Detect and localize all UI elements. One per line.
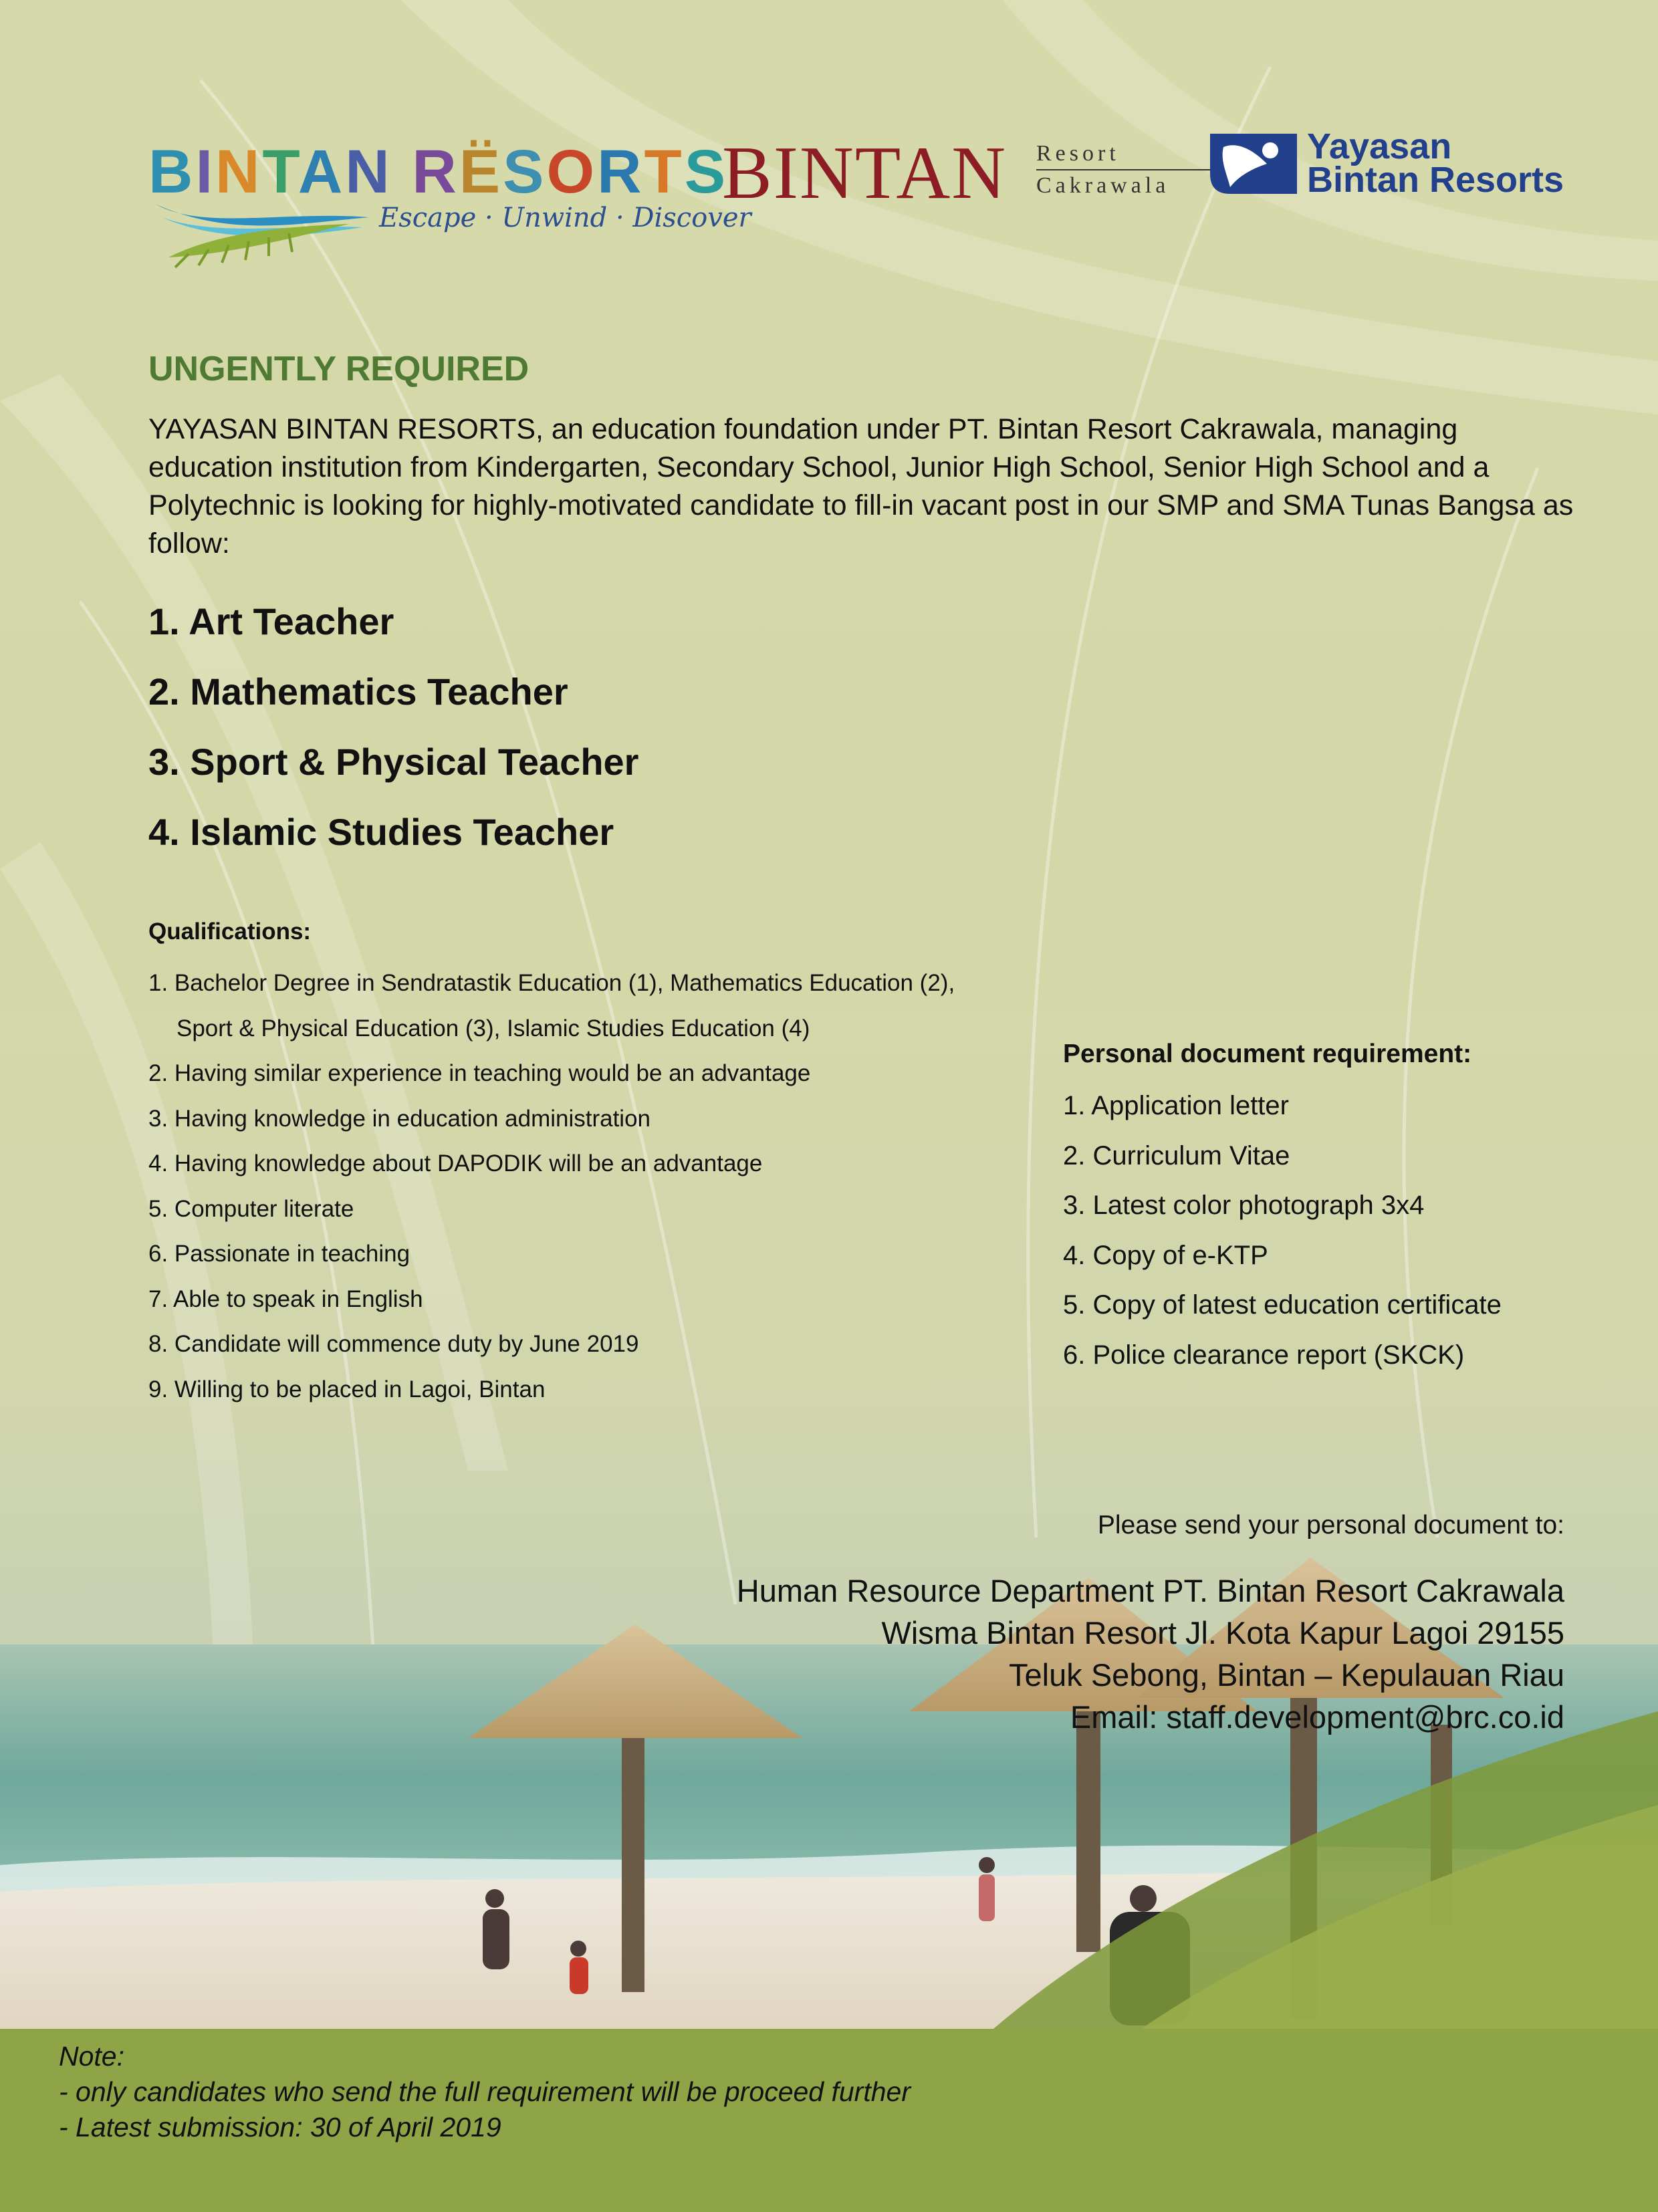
qualification-item: 3. Having knowledge in education administration: [148, 1105, 651, 1132]
document-item: 1. Application letter: [1063, 1091, 1289, 1120]
qualification-line-continued: Sport & Physical Education (3), Islamic Studies Education (4): [176, 1015, 810, 1041]
address-line: Teluk Sebong, Bintan – Kepulauan Riau: [1009, 1657, 1564, 1693]
position-item: 3. Sport & Physical Teacher: [148, 741, 639, 783]
position-item: 4. Islamic Studies Teacher: [148, 811, 614, 853]
qualification-line: 1. Bachelor Degree in Sendratastik Education (1), Mathematics Education (2),: [148, 970, 955, 996]
note-title: Note:: [59, 2041, 124, 2072]
document-item: 5. Copy of latest education certificate: [1063, 1290, 1502, 1320]
position-item: 2. Mathematics Teacher: [148, 670, 568, 713]
document-item: 2. Curriculum Vitae: [1063, 1140, 1290, 1171]
bintan-resort-cakrawala-logo: [722, 130, 1190, 215]
document-item: 4. Copy of e-KTP: [1063, 1240, 1268, 1270]
yayasan-emblem-icon: [1203, 127, 1304, 201]
send-documents-label: Please send your personal document to:: [1097, 1511, 1564, 1540]
cakrawala-logo-cakrawala: Cakrawala: [1036, 173, 1170, 198]
documents-title: Personal document requirement:: [1063, 1039, 1472, 1068]
document-item: 3. Latest color photograph 3x4: [1063, 1191, 1425, 1220]
qualification-item: 5. Computer literate: [148, 1195, 354, 1222]
documents-list: [1063, 1081, 1502, 1380]
headline: UNGENTLY REQUIRED: [148, 350, 529, 388]
qualification-item: [148, 961, 1084, 1051]
positions-list: [148, 595, 638, 876]
bintan-resorts-wordmark: BINTAN RËSORTS: [148, 138, 729, 206]
cakrawala-logo-resort: Resort: [1036, 141, 1120, 166]
qualification-item: 2. Having similar experience in teaching would be an advantage: [148, 1060, 811, 1086]
note-line: - only candidates who send the full requirement will be proceed further: [59, 2076, 911, 2107]
qualifications-title: Qualifications:: [148, 918, 312, 945]
address-line: Human Resource Department PT. Bintan Resort Cakrawala: [736, 1573, 1564, 1608]
note: [59, 2039, 911, 2145]
qualification-item: 8. Candidate will commence duty by June 2019: [148, 1331, 639, 1357]
qualification-item: 6. Passionate in teaching: [148, 1241, 410, 1267]
contact-email: Email: staff.development@brc.co.id: [1070, 1699, 1564, 1735]
qualification-item: 9. Willing to be placed in Lagoi, Bintan: [148, 1376, 546, 1402]
qualification-item: 7. Able to speak in English: [148, 1285, 423, 1312]
document-item: 6. Police clearance report (SKCK): [1063, 1340, 1465, 1370]
wave-leaf-icon: [148, 191, 376, 271]
qualifications-list: [148, 961, 1084, 1412]
bintan-resorts-tagline: Escape · Unwind · Discover: [379, 203, 751, 233]
contact-address: [737, 1570, 1564, 1738]
yayasan-logo-line1: Yayasan: [1307, 126, 1452, 166]
intro-paragraph: YAYASAN BINTAN RESORTS, an education foundation under PT. Bintan Resort Cakrawala, managing education institution from Kindergarten, Secondary School, Junior High School, Senior High School and a Polytechnic is looking for highly-motivated candidate to fill-in vacant post in our SMP and SMA Tunas Bangsa as follow:: [148, 413, 1574, 560]
address-line: Wisma Bintan Resort Jl. Kota Kapur Lagoi 29155: [881, 1615, 1564, 1650]
yayasan-bintan-resorts-logo: [1203, 120, 1605, 207]
bintan-resorts-logo: [148, 137, 751, 271]
yayasan-logo-line2: Bintan Resorts: [1307, 160, 1564, 200]
position-item: 1. Art Teacher: [148, 600, 394, 642]
note-line: - Latest submission: 30 of April 2019: [59, 2112, 501, 2142]
qualification-item: 4. Having knowledge about DAPODIK will be an advantage: [148, 1150, 763, 1177]
cakrawala-logo-main: BINTAN: [722, 132, 1008, 215]
